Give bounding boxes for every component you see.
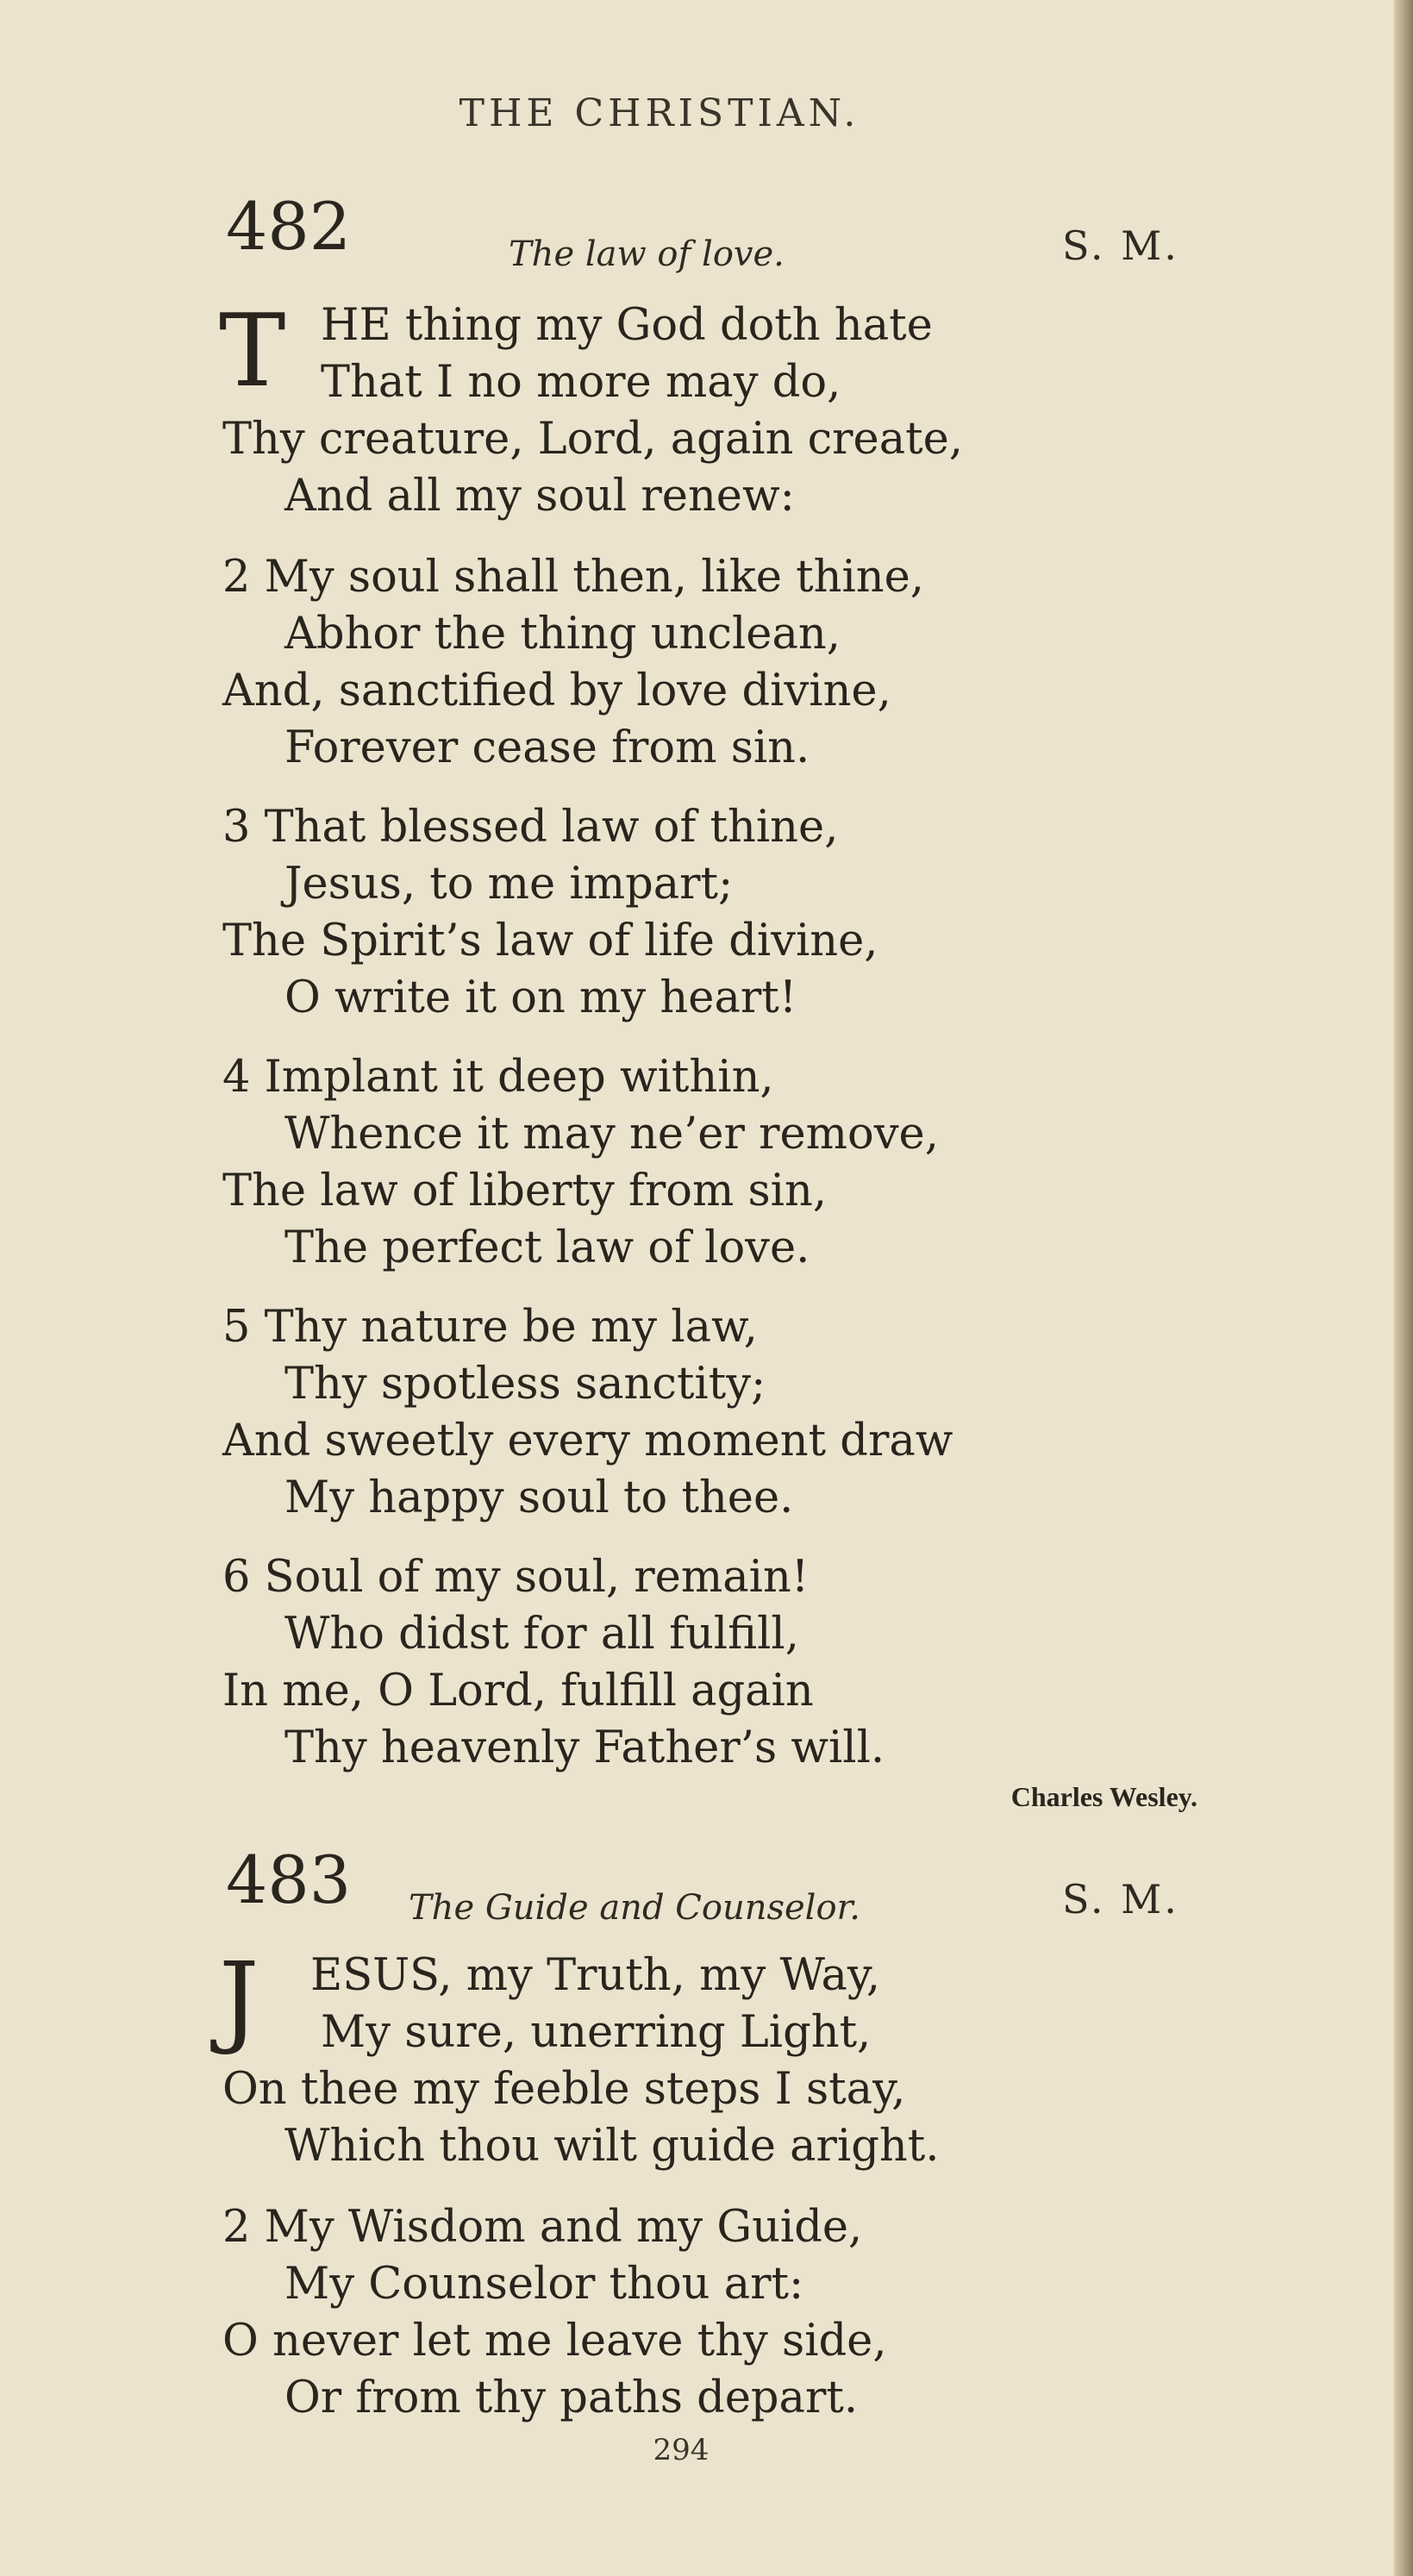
verse-line: O write it on my heart! xyxy=(284,972,797,1023)
verse-line: On thee my feeble steps I stay, xyxy=(222,2064,906,2115)
verse-line: 6 Soul of my soul, remain! xyxy=(222,1552,810,1603)
page-number: 294 xyxy=(653,2433,710,2467)
verse-line: 2 My Wisdom and my Guide, xyxy=(222,2202,863,2253)
verse-line-483-first: ESUS, my Truth, my Way, xyxy=(310,1950,881,2001)
hymn-title-483: The Guide and Counselor. xyxy=(409,1888,860,1928)
verse-line: My sure, unerring Light, xyxy=(321,2007,872,2058)
verse-line: Jesus, to me impart; xyxy=(284,859,734,910)
dropcap-483: J xyxy=(219,1941,259,2058)
verse-line: Or from thy paths depart. xyxy=(284,2373,859,2423)
hymn-meter-483: S. M. xyxy=(1062,1876,1179,1923)
hymn-number-482: 482 xyxy=(226,188,352,265)
verse-line-482-first: HE thing my God doth hate xyxy=(321,300,933,351)
dropcap-482: T xyxy=(219,293,286,410)
verse-line: Who didst for all fulfill, xyxy=(284,1609,799,1660)
hymn-meter-482: S. M. xyxy=(1062,222,1179,269)
hymn-title-482: The law of love. xyxy=(509,234,785,274)
verse-line: Thy heavenly Father’s will. xyxy=(284,1723,885,1773)
verse-line: Which thou wilt guide aright. xyxy=(284,2121,940,2172)
running-head: THE CHRISTIAN. xyxy=(459,91,860,135)
verse-line: Thy creature, Lord, again create, xyxy=(222,414,964,465)
verse-line: Whence it may ne’er remove, xyxy=(284,1109,939,1160)
verse-line: In me, O Lord, fulfill again xyxy=(222,1666,814,1716)
verse-line: 2 My soul shall then, like thine, xyxy=(222,552,925,603)
page-edge xyxy=(1394,0,1413,2576)
verse-line: 4 Implant it deep within, xyxy=(222,1052,774,1103)
verse-line: Thy spotless sanctity; xyxy=(284,1359,766,1410)
verse-line: 5 Thy nature be my law, xyxy=(222,1302,758,1353)
verse-line: And sweetly every moment draw xyxy=(222,1416,953,1466)
verse-line: Forever cease from sin. xyxy=(284,722,810,773)
verse-line: O never let me leave thy side, xyxy=(222,2316,887,2367)
verse-line: 3 That blessed law of thine, xyxy=(222,802,839,853)
verse-line: The perfect law of love. xyxy=(284,1222,810,1273)
verse-line: And, sanctified by love divine, xyxy=(222,666,891,716)
verse-line: The Spirit’s law of life divine, xyxy=(222,916,878,966)
hymn-number-483: 483 xyxy=(226,1841,352,1918)
verse-line: The law of liberty from sin, xyxy=(222,1166,828,1216)
verse-line: My Counselor thou art: xyxy=(284,2259,804,2310)
verse-line: Abhor the thing unclean, xyxy=(284,609,841,660)
verse-line: My happy soul to thee. xyxy=(284,1472,794,1523)
verse-line: And all my soul renew: xyxy=(284,471,795,522)
hymn-author-482: Charles Wesley. xyxy=(1010,1781,1197,1812)
verse-line: That I no more may do, xyxy=(321,357,841,408)
